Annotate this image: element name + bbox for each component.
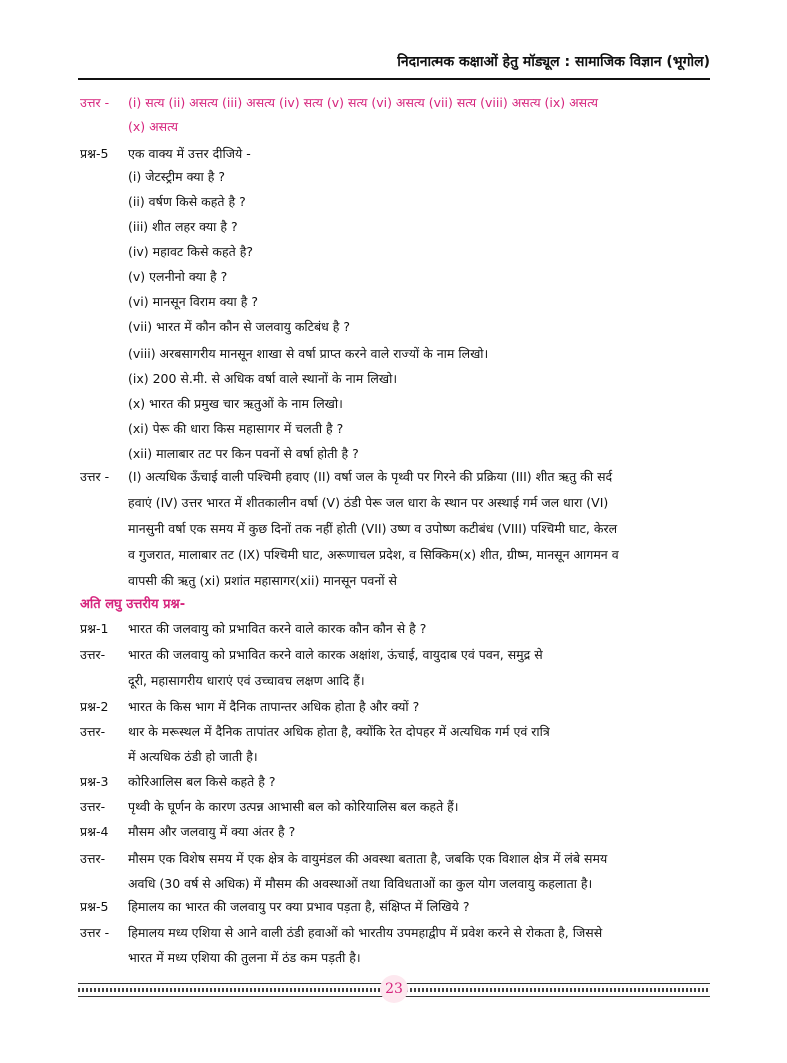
question-text: हिमालय का भारत की जलवायु पर क्या प्रभाव पड़ता है, संक्षिप्त में लिखिये ? <box>128 899 470 914</box>
answer5-line: व गुजरात, मालाबार तट (IX) पश्चिमी घाट, अरूणाचल प्रदेश, व सिक्किम(x) शीत, ग्रीष्म, मानसून आगमन व <box>128 547 619 562</box>
question-label: प्रश्न-5 <box>80 899 109 914</box>
question5-item: (i) जेटस्ट्रीम क्या है ? <box>128 169 226 184</box>
answer-text: थार के मरूस्थल में दैनिक तापांतर अधिक होता है, क्योंकि रेत दोपहर में अत्यधिक गर्म एवं रात्रि <box>128 724 550 739</box>
answer-label: उत्तर- <box>80 724 106 739</box>
question5-text: एक वाक्य में उत्तर दीजिये - <box>128 146 251 161</box>
question5-item: (v) एलनीनो क्या है ? <box>128 269 228 284</box>
section-title: अति लघु उत्तरीय प्रश्न- <box>80 597 186 612</box>
question5-item: (ix) 200 से.मी. से अधिक वर्षा वाले स्थानों के नाम लिखो। <box>128 371 398 386</box>
answer5-line: वापसी की ऋतु (xi) प्रशांत महासागर(xii) मानसून पवनों से <box>128 573 397 588</box>
answer-text: दूरी, महासागरीय धाराएं एवं उच्चावच लक्षण आदि हैं। <box>128 673 365 688</box>
answer-text: में अत्यधिक ठंडी हो जाती है। <box>128 749 258 764</box>
question5-item: (xii) मालाबार तट पर किन पवनों से वर्षा होती है ? <box>128 446 359 461</box>
question-label: प्रश्न-3 <box>80 774 109 789</box>
header-rule <box>78 78 710 80</box>
answer4-line-2: (x) असत्य <box>128 119 178 134</box>
answer5-line: मानसुनी वर्षा एक समय में कुछ दिनों तक नहीं होती (VII) उष्ण व उपोष्ण कटीबंध (VIII) पश्चिमी घाट, केरल <box>128 521 618 536</box>
question-label: प्रश्न-2 <box>80 699 109 714</box>
answer-text: पृथ्वी के घूर्णन के कारण उत्पन्न आभासी बल को कोरियालिस बल कहते हैं। <box>128 799 459 814</box>
answer4-label: उत्तर - <box>80 95 110 110</box>
page-number: 23 <box>380 975 408 1003</box>
question5-item: (vi) मानसून विराम क्या है ? <box>128 294 258 309</box>
question5-item: (vii) भारत में कौन कौन से जलवायु कटिबंध है ? <box>128 319 351 334</box>
answer-text: भारत की जलवायु को प्रभावित करने वाले कारक अक्षांश, ऊंचाई, वायुदाब एवं पवन, समुद्र से <box>128 647 543 662</box>
answer-text: मौसम एक विशेष समय में एक क्षेत्र के वायुमंडल की अवस्था बताता है, जबकि एक विशाल क्षेत्र में लंबे समय <box>128 851 608 866</box>
question5-item: (iii) शीत लहर क्या है ? <box>128 219 238 234</box>
question5-item: (viii) अरबसागरीय मानसून शाखा से वर्षा प्राप्त करने वाले राज्यों के नाम लिखो। <box>128 346 489 361</box>
answer-label: उत्तर- <box>80 647 106 662</box>
answer5-label: उत्तर - <box>80 469 110 484</box>
answer5-line: (I) अत्यधिक ऊँचाई वाली पश्चिमी हवाए (II) वर्षा जल के पृथ्वी पर गिरने की प्रक्रिया (III) शीत ऋतु की सर्द <box>128 469 613 484</box>
answer-label: उत्तर- <box>80 851 106 866</box>
answer4-line-1: (i) सत्य (ii) असत्य (iii) असत्य (iv) सत्य (v) सत्य (vi) असत्य (vii) सत्य (viii) असत्य (ix) असत्य <box>128 95 599 110</box>
question-text: भारत की जलवायु को प्रभावित करने वाले कारक कौन कौन से है ? <box>128 621 427 636</box>
page-header-title: निदानात्मक कक्षाओं हेतु मॉड्यूल : सामाजिक विज्ञान (भूगोल) <box>397 54 710 70</box>
question-label: प्रश्न-4 <box>80 824 109 839</box>
answer-text: हिमालय मध्य एशिया से आने वाली ठंडी हवाओं को भारतीय उपमहाद्वीप में प्रवेश करने से रोकता है, जिससे <box>128 925 603 940</box>
answer5-line: हवाएं (IV) उत्तर भारत में शीतकालीन वर्षा (V) ठंडी पेरू जल धारा के स्थान पर अस्थाई गर्म जल धारा (VI) <box>128 495 609 510</box>
question5-item: (x) भारत की प्रमुख चार ऋतुओं के नाम लिखो। <box>128 396 343 411</box>
question5-item: (iv) महावट किसे कहते है? <box>128 244 254 259</box>
question-text: मौसम और जलवायु में क्या अंतर है ? <box>128 824 296 839</box>
question-text: कोरिआलिस बल किसे कहते है ? <box>128 774 276 789</box>
question-label: प्रश्न-1 <box>80 621 109 636</box>
answer-text: अवधि (30 वर्ष से अधिक) में मौसम की अवस्थाओं तथा विविधताओं का कुल योग जलवायु कहलाता है। <box>128 876 593 891</box>
question5-item: (ii) वर्षण किसे कहते है ? <box>128 194 246 209</box>
question5-item: (xi) पेरू की धारा किस महासागर में चलती है ? <box>128 421 344 436</box>
answer-label: उत्तर- <box>80 799 106 814</box>
answer-label: उत्तर - <box>80 925 110 940</box>
question-text: भारत के किस भाग में दैनिक तापान्तर अधिक होता है और क्यों ? <box>128 699 420 714</box>
answer-text: भारत में मध्य एशिया की तुलना में ठंड कम पड़ती है। <box>128 950 361 965</box>
question5-label: प्रश्न-5 <box>80 146 109 161</box>
